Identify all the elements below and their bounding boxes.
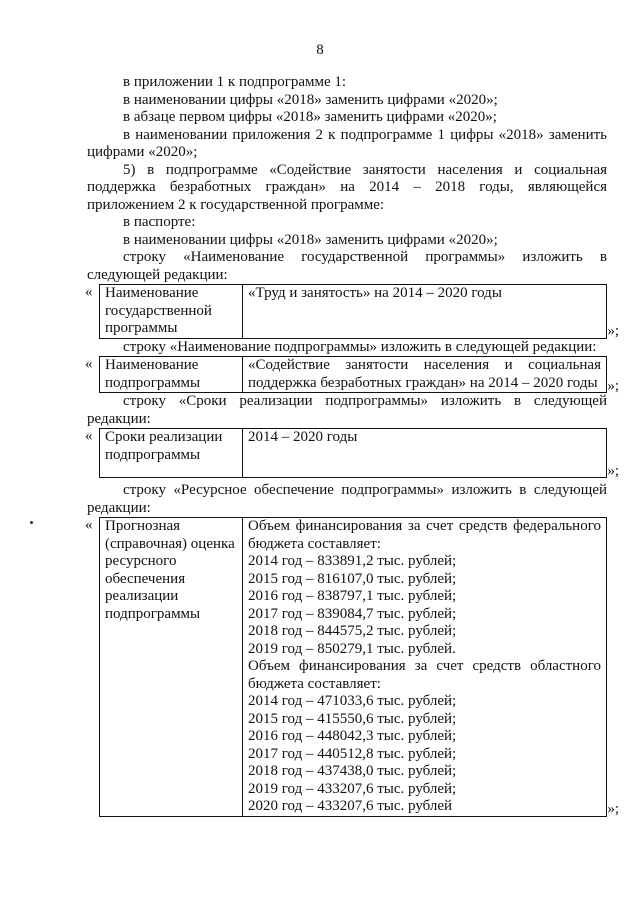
paragraph-row-state-program: строку «Наименование государственной программы» изложить в следующей редакции: <box>87 249 607 283</box>
table-cell-value <box>243 285 607 339</box>
table-block-resources <box>85 517 619 817</box>
scan-speck <box>30 521 33 524</box>
cell-label-text: Сроки реализации подпрограммы <box>105 429 223 463</box>
funding-line: 2017 год – 440512,8 тыс. рублей; <box>248 745 457 762</box>
quote-close: »; <box>607 323 619 339</box>
paragraph-item5: 5) в подпрограмме «Содействие занятости населения и социальная поддержка безработных граждан» на 2014 – 2018 годы, являющейся приложением 2 к государственной программе: <box>87 161 607 213</box>
table-cell-label <box>100 518 243 817</box>
table-block-terms <box>85 428 619 479</box>
cell-value-text: «Содействие занятости населения и социальная поддержка безработных граждан» на 2014 – 2020 годы <box>248 357 601 391</box>
funding-line: 2015 год – 816107,0 тыс. рублей; <box>248 570 457 587</box>
quote-open: « <box>85 356 93 372</box>
funding-line: 2019 год – 850279,1 тыс. рублей. <box>248 640 456 657</box>
table-row <box>100 357 607 393</box>
funding-line: 2015 год – 415550,6 тыс. рублей; <box>248 710 457 727</box>
table-resources <box>99 517 607 817</box>
quote-open: « <box>85 428 93 444</box>
paragraph-first-para-digits: в абзаце первом цифры «2018» заменить цифрами «2020»; <box>123 109 497 125</box>
funding-line: 2014 год – 833891,2 тыс. рублей; <box>248 553 457 569</box>
funding-line: 2016 год – 448042,3 тыс. рублей; <box>248 728 457 744</box>
paragraph-annex2-title: в наименовании приложения 2 к подпрограмме 1 цифры «2018» заменить цифрами «2020»; <box>87 126 607 160</box>
quote-open: « <box>85 517 93 533</box>
cell-value-text: «Труд и занятость» на 2014 – 2020 годы <box>248 285 502 301</box>
funding-line: 2016 год – 838797,1 тыс. рублей; <box>248 588 457 604</box>
funding-line: 2018 год – 437438,0 тыс. рублей; <box>248 763 457 779</box>
table-block-state-program <box>85 284 619 339</box>
paragraph-row-subprogram: строку «Наименование подпрограммы» изложить в следующей редакции: <box>123 338 597 355</box>
quote-close: »; <box>607 377 619 394</box>
paragraph-annex1: в приложении 1 к подпрограмме 1: <box>123 74 347 90</box>
table-row <box>100 429 607 478</box>
table-row <box>100 518 607 817</box>
funding-regional-heading: Объем финансирования за счет средств областного бюджета составляет: <box>248 658 601 692</box>
table-cell-label <box>100 429 243 478</box>
cell-label-text: Прогнозная (справочная) оценка ресурсного обеспечения реализации подпрограммы <box>105 518 235 622</box>
document-body <box>85 74 619 817</box>
cell-label-text: Наименование государственной программы <box>105 285 212 336</box>
table-cell-label <box>100 357 243 393</box>
paragraph-title-digits: в наименовании цифры «2018» заменить цифрами «2020»; <box>123 91 498 108</box>
table-state-program <box>99 284 607 339</box>
page-number: 8 <box>316 42 324 58</box>
quote-open: « <box>85 284 93 300</box>
cell-value-text: 2014 – 2020 годы <box>248 429 358 445</box>
funding-line: 2017 год – 839084,7 тыс. рублей; <box>248 605 457 622</box>
table-cell-label <box>100 285 243 339</box>
table-block-subprogram <box>85 356 619 394</box>
paragraph-passport: в паспорте: <box>123 214 196 230</box>
table-row <box>100 285 607 339</box>
funding-line: 2020 год – 433207,6 тыс. рублей <box>248 798 453 814</box>
paragraph-row-terms: строку «Сроки реализации подпрограммы» изложить в следующей редакции: <box>87 393 607 427</box>
table-cell-value <box>243 357 607 393</box>
table-subprogram <box>99 356 607 393</box>
paragraph-row-resources: строку «Ресурсное обеспечение подпрограммы» изложить в следующей редакции: <box>87 482 607 516</box>
funding-federal-heading: Объем финансирования за счет средств федерального бюджета составляет: <box>248 518 601 552</box>
table-cell-value <box>243 429 607 478</box>
quote-close: »; <box>607 801 619 817</box>
table-terms <box>99 428 607 478</box>
cell-label-text: Наименование подпрограммы <box>105 357 201 391</box>
funding-line: 2014 год – 471033,6 тыс. рублей; <box>248 693 457 709</box>
paragraph-title-digits-2: в наименовании цифры «2018» заменить цифрами «2020»; <box>123 231 498 248</box>
quote-close: »; <box>607 462 619 479</box>
funding-line: 2019 год – 433207,6 тыс. рублей; <box>248 780 457 797</box>
table-cell-value <box>243 518 607 817</box>
funding-line: 2018 год – 844575,2 тыс. рублей; <box>248 623 457 639</box>
